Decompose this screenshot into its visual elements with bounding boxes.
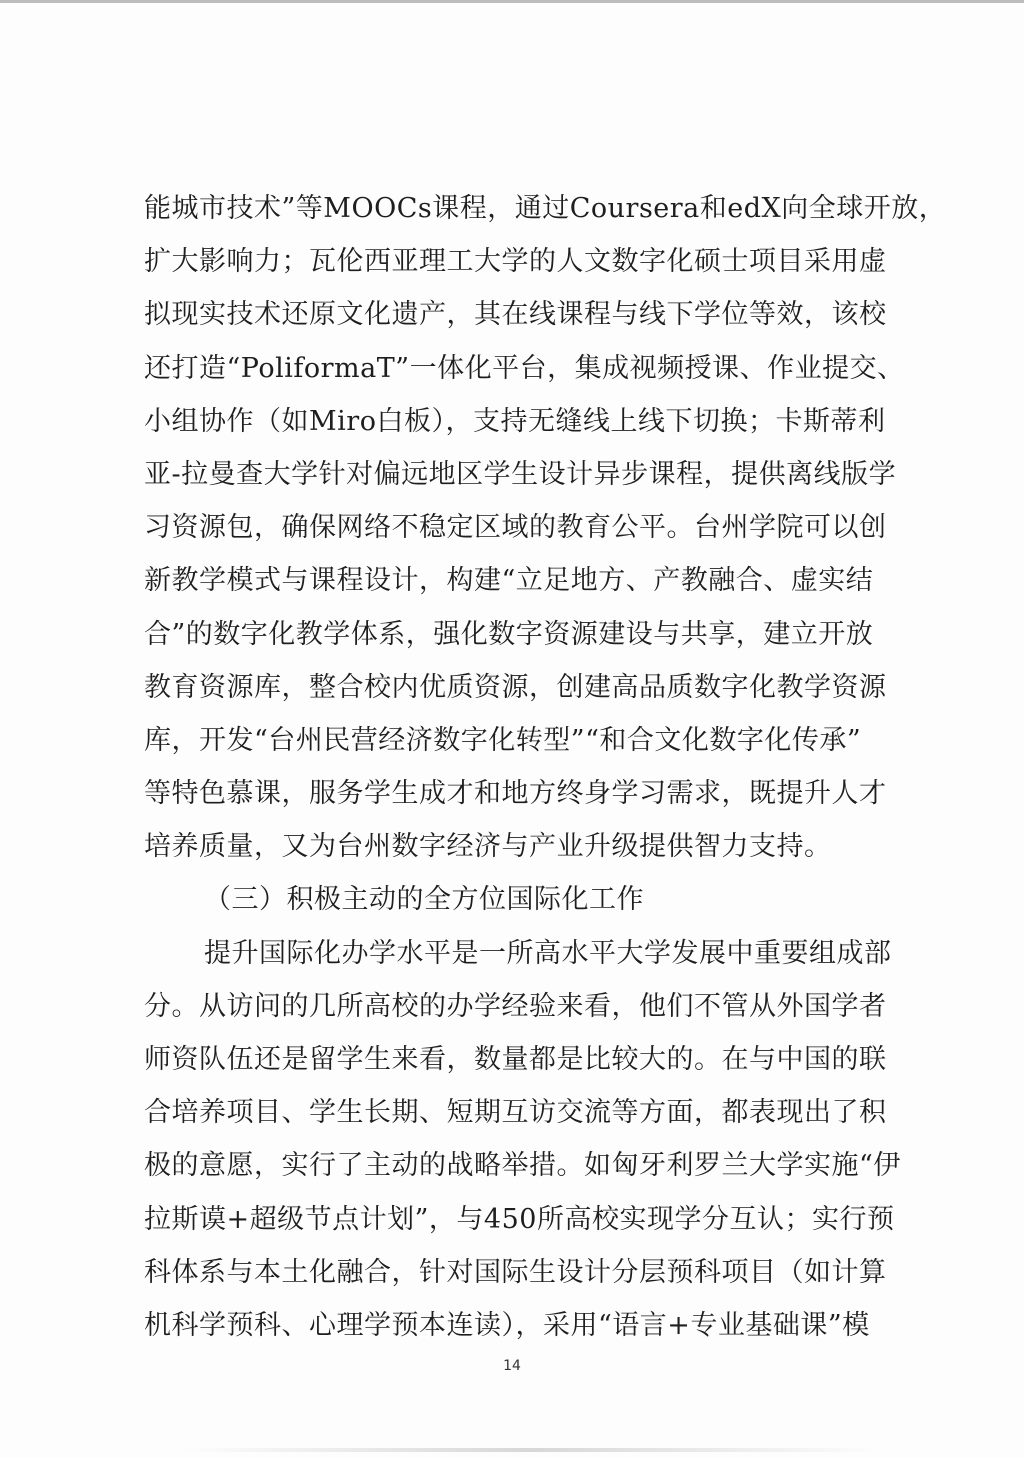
paragraph-line: 科体系与本土化融合，针对国际生设计分层预科项目（如计算 <box>144 1256 887 1288</box>
paragraph-line: 拉斯谟+超级节点计划”，与450所高校实现学分互认；实行预 <box>144 1203 895 1235</box>
paragraph-line: 师资队伍还是留学生来看，数量都是比较大的。在与中国的联 <box>144 1044 887 1075</box>
paragraph-line: 拟现实技术还原文化遗产，其在线课程与线下学位等效，该校 <box>144 299 887 331</box>
paragraph-line: 机科学预科、心理学预本连读），采用“语言+专业基础课”模 <box>144 1309 870 1341</box>
paragraph-line: 习资源包，确保网络不稳定区域的教育公平。台州学院可以创 <box>144 512 887 544</box>
paragraph-line: 极的意愿，实行了主动的战略举措。如匈牙利罗兰大学实施“伊 <box>144 1150 901 1182</box>
paragraph-line: 提升国际化办学水平是一所高水平大学发展中重要组成部 <box>204 937 892 969</box>
paragraph-line: 培养质量，又为台州数字经济与产业升级提供智力支持。 <box>144 831 832 863</box>
paragraph-line: 亚-拉曼查大学针对偏远地区学生设计异步课程，提供离线版学 <box>144 458 897 490</box>
paragraph-line: 教育资源库，整合校内优质资源，创建高品质数字化教学资源 <box>144 671 887 703</box>
paragraph-line: 能城市技术”等MOOCs课程，通过Coursera和edX向全球开放， <box>144 193 947 224</box>
paragraph-line: 还打造“PoliformaT”一体化平台，集成视频授课、作业提交、 <box>144 352 905 384</box>
paragraph-line: 等特色慕课，服务学生成才和地方终身学习需求，既提升人才 <box>144 778 887 810</box>
body-text <box>144 182 947 1352</box>
paragraph-line: 合”的数字化教学体系，强化数字资源建设与共享，建立开放 <box>144 618 874 650</box>
paragraph-line: 新教学模式与课程设计，构建“立足地方、产教融合、虚实结 <box>144 565 874 597</box>
paragraph-line: 小组协作（如Miro白板），支持无缝线上线下切换；卡斯蒂利 <box>144 405 886 437</box>
paragraph-line: 分。从访问的几所高校的办学经验来看，他们不管从外国学者 <box>144 990 887 1022</box>
page-number: 14 <box>503 1358 521 1374</box>
paragraph-line: 扩大影响力；瓦伦西亚理工大学的人文数字化硕士项目采用虚 <box>144 246 887 278</box>
section-heading: （三）积极主动的全方位国际化工作 <box>204 884 644 916</box>
paragraph-line: 库，开发“台州民营经济数字化转型”“和合文化数字化传承” <box>144 724 862 756</box>
scan-bottom-edge <box>180 1448 880 1452</box>
paragraph-line: 合培养项目、学生长期、短期互访交流等方面，都表现出了积 <box>144 1097 887 1129</box>
scan-top-edge <box>0 0 1024 3</box>
